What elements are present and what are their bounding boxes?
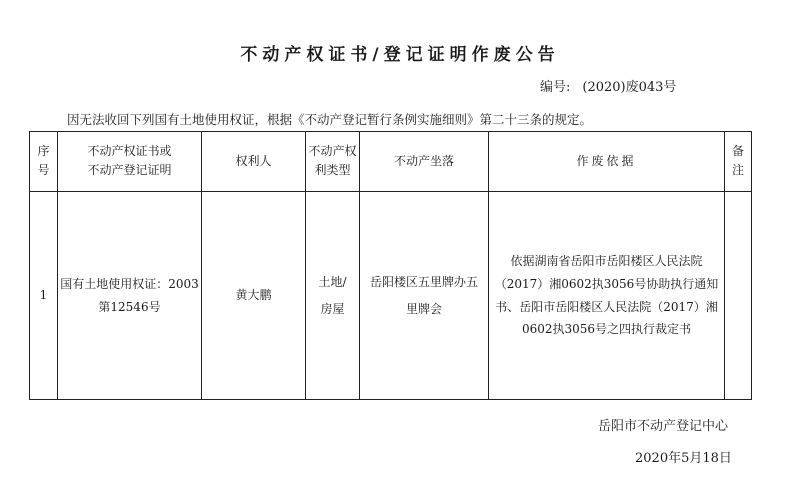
cancellation-table [29, 131, 752, 400]
intro-paragraph: 因无法收回下列国有土地使用权证，根据《不动产登记暂行条例实施细则》第二十三条的规定。 [67, 112, 593, 127]
cell-holder: 黄大鹏 [202, 192, 306, 400]
header-holder: 权利人 [202, 132, 306, 192]
document-number-label: 编号: [540, 80, 571, 95]
document-number-value: (2020)废043号 [582, 80, 677, 95]
issue-date: 2020年5月18日 [635, 451, 732, 466]
cell-seq: 1 [30, 192, 58, 400]
issuing-organization: 岳阳市不动产登记中心 [598, 419, 729, 434]
table-row [30, 192, 752, 400]
header-certificate: 不动产权证书或 不动产登记证明 [58, 132, 202, 192]
page-title: 不动产权证书/登记证明作废公告 [240, 45, 560, 65]
cell-certificate: 国有土地使用权证：2003第12546号 [58, 192, 202, 400]
cell-right-type: 土地/ 房屋 [306, 192, 360, 400]
table-header-row [30, 132, 752, 192]
header-location: 不动产坐落 [360, 132, 489, 192]
cell-location: 岳阳楼区五里牌办五里牌会 [360, 192, 489, 400]
header-basis: 作废依据 [489, 132, 725, 192]
cell-note [725, 192, 752, 400]
document-number [540, 76, 676, 95]
header-seq: 序 号 [30, 132, 58, 192]
cell-basis: 依据湖南省岳阳市岳阳楼区人民法院（2017）湘0602执3056号协助执行通知书、岳阳市岳阳楼区人民法院（2017）湘0602执3056号之四执行裁定书 [489, 192, 725, 400]
header-note: 备 注 [725, 132, 752, 192]
header-right-type: 不动产权 利类型 [306, 132, 360, 192]
